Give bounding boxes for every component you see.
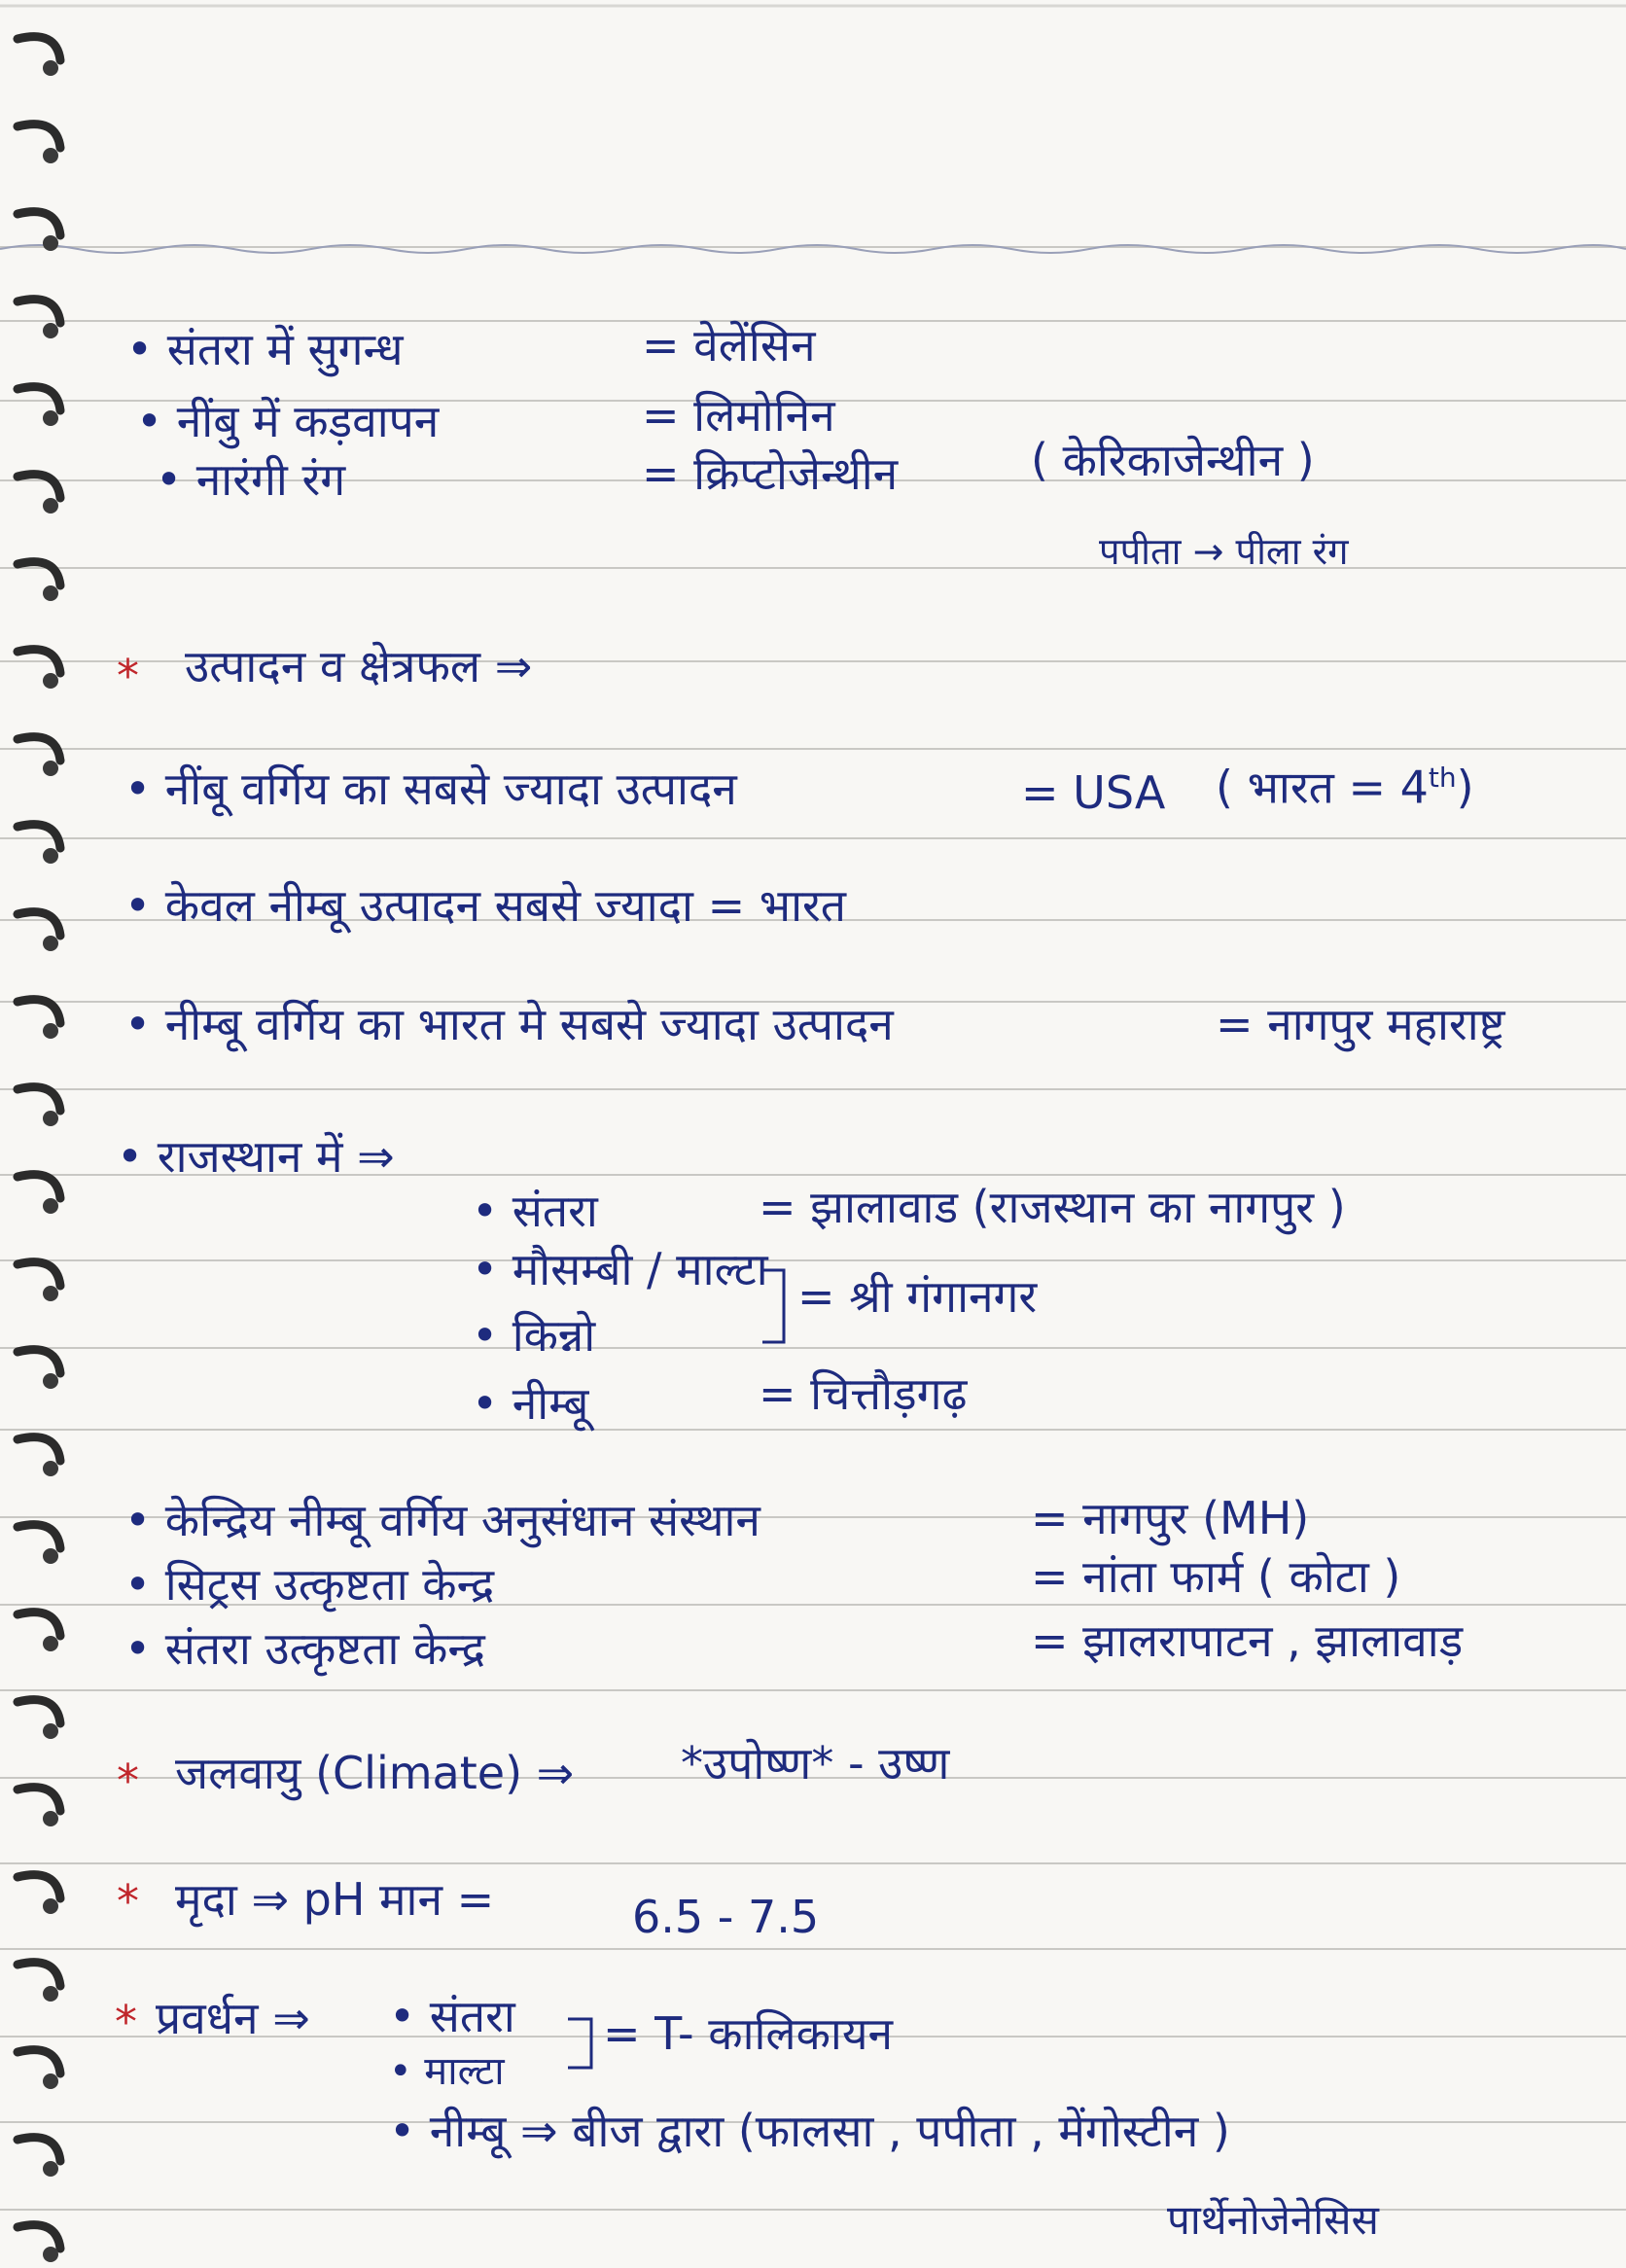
heading-rajasthan: • राजस्थान में ⇒: [117, 1130, 395, 1183]
bracket-mosambi-kinnow: [759, 1264, 797, 1352]
note-aside-india-rank: [1216, 761, 1474, 814]
rajasthan-item-kinnow: • किन्नो: [472, 1309, 596, 1362]
spiral-binding: [0, 0, 88, 2268]
star-marker-propagation: *: [115, 1996, 137, 2048]
rajasthan-value-jhalawar: = झालावाड (राजस्थान का नागपुर ): [759, 1181, 1346, 1233]
note-value-nagpur-mh: = नागपुर (MH): [1031, 1492, 1310, 1544]
star-marker-soil: *: [117, 1875, 139, 1928]
note-line-citrus-excellence-centre: • सिट्रस उत्कृष्टता केन्द्र: [124, 1558, 495, 1611]
rajasthan-item-orange: • संतरा: [472, 1185, 598, 1237]
india-rank-close: ): [1456, 761, 1474, 814]
heading-production-area: उत्पादन व क्षेत्रफल ⇒: [185, 640, 533, 692]
heading-propagation: प्रवर्धन ⇒: [156, 1992, 310, 2044]
note-value-subtropical-tropical: *उपोष्ण* - उष्ण: [681, 1737, 950, 1790]
note-aside-papaya-yellow: पपीता → पीला रंग: [1099, 530, 1349, 573]
note-line-lemon-only-india: • केवल नीम्बू उत्पादन सबसे ज्यादा = भारत: [124, 879, 847, 932]
star-marker-climate: *: [117, 1754, 139, 1807]
note-value-jhalrapatan-jhalawar: = झालरापाटन , झालावाड़: [1031, 1614, 1464, 1667]
note-value-limonin: = लिमोनिन: [642, 389, 835, 442]
rajasthan-item-mosambi-malta: • मौसम्बी / माल्टा: [472, 1243, 768, 1295]
rajasthan-value-sri-ganganagar: = श्री गंगानगर: [797, 1270, 1038, 1323]
heading-soil-ph: मृदा ⇒ pH मान =: [175, 1873, 495, 1926]
note-value-nanta-farm-kota: = नांता फार्म ( कोटा ): [1031, 1550, 1401, 1603]
note-value-usa: = USA: [1021, 766, 1166, 819]
rajasthan-value-chittorgarh: = चित्तौड़गढ़: [759, 1367, 968, 1420]
india-rank-superscript: th: [1428, 762, 1457, 794]
note-line-citrus-max-production: • नींबू वर्गिय का सबसे ज्यादा उत्पादन: [124, 762, 737, 815]
note-value-valencene: = वेलेंसिन: [642, 319, 816, 372]
propagation-item-orange: • संतरा: [389, 1990, 515, 2042]
note-aside-caricaxanthin: ( केरिकाजेन्थीन ): [1031, 434, 1315, 486]
note-line-lemon-bitterness: • नींबु में कड़वापन: [136, 395, 440, 447]
note-value-nagpur-maharashtra: = नागपुर महाराष्ट्र: [1216, 998, 1505, 1050]
note-value-t-budding: = T- कालिकायन: [603, 2007, 894, 2060]
note-line-central-citrus-institute: • केन्द्रिय नीम्बू वर्गिय अनुसंधान संस्थान: [124, 1494, 760, 1546]
india-rank-text: ( भारत = 4: [1216, 761, 1429, 814]
note-aside-parthenogenesis: पार्थेनोजेनेसिस: [1167, 2196, 1379, 2244]
star-marker-production: *: [117, 650, 139, 702]
rajasthan-item-lemon: • नीम्बू: [472, 1377, 589, 1430]
bracket-orange-malta: [564, 2015, 603, 2073]
note-line-orange-fragrance: • संतरा में सुगन्ध: [126, 323, 404, 375]
heading-climate: जलवायु (Climate) ⇒: [175, 1747, 575, 1799]
propagation-item-lemon-seed: • नीम्बू ⇒ बीज द्वारा (फालसा , पपीता , मेंगोस्टीन ): [389, 2105, 1230, 2157]
note-value-ph-range: 6.5 - 7.5: [632, 1891, 820, 1943]
propagation-item-malta: • माल्टा: [389, 2049, 505, 2094]
note-line-citrus-india-max: • नीम्बू वर्गिय का भारत मे सबसे ज्यादा उत्पादन: [124, 998, 894, 1050]
note-value-cryptoxanthin: = क्रिप्टोजेन्थीन: [642, 447, 899, 500]
note-line-orange-color: • नारंगी रंग: [156, 453, 346, 506]
note-line-orange-excellence-centre: • संतरा उत्कृष्टता केन्द्र: [124, 1622, 485, 1675]
